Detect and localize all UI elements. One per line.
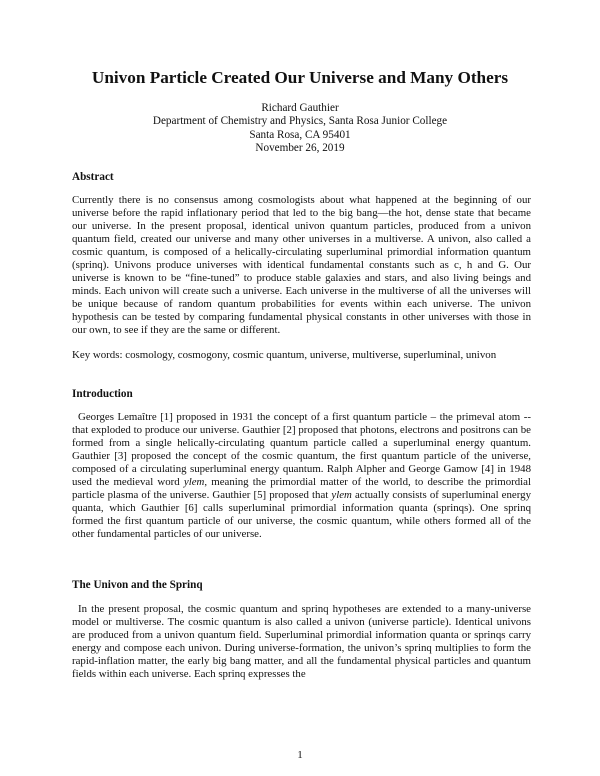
ylem-term: ylem (183, 475, 205, 488)
author-block (40, 102, 560, 156)
univon-section-text: In the present proposal, the cosmic quantum and sprinq hypotheses are extended to a many-universe model or multiverse. The cosmic quantum is also called a univon (universe particle). Identical univons are produced from a univon quantum field. Superluminal primordial information quanta or sprinqs carry energy and compose each univon. During universe-formation, the univon’s sprinq multiplies to form the rapid-inflation matter, the early big bang matter, and all the fundamental physical particles and quantum fields within each universe. Each sprinq expresses the (72, 603, 531, 680)
paper-title: Univon Particle Created Our Universe and Many Others (91, 68, 509, 87)
intro-text-part: , meaning the primordial matter of the world, to describe the primordial particle plasma of the universe. Gauthier [5] proposed that (72, 475, 532, 501)
intro-text-part: Georges Lemaître [1] proposed in 1931 the concept of a first quantum particle – the primeval atom -- that exploded to produce our universe. Gauthier [2] proposed that photons, electrons and positrons can be formed from a single helically-circulating quantum particle called a superluminal energy quantum. Gauthier [3] proposed the concept of the cosmic quantum, the first quantum particle of the universe, composed of a circulating superluminal energy quantum. Ralph Alpher and George Gamow [4] in 1948 used the medieval word (72, 411, 531, 488)
author-location: Santa Rosa, CA 95401 (249, 128, 351, 141)
intro-text-part: actually consists of superluminal energy quanta, which Gauthier [6] calls superluminal primordial information quanta (sprinqs). One sprinq formed the first quantum particle of our universe, the cosmic quantum, while others formed all of the other fundamental particles of our universe. (72, 488, 531, 540)
author-name: Richard Gauthier (261, 102, 339, 114)
introduction-text (72, 411, 531, 541)
author-affiliation: Department of Chemistry and Physics, Santa Rosa Junior College (152, 115, 448, 128)
paper-date: November 26, 2019 (255, 142, 345, 155)
keywords: Key words: cosmology, cosmogony, cosmic quantum, universe, multiverse, superluminal, univon (72, 349, 497, 361)
univon-section-heading: The Univon and the Sprinq (72, 579, 203, 591)
page-number: 1 (297, 749, 303, 761)
ylem-term: ylem (331, 488, 352, 501)
introduction-heading: Introduction (72, 388, 133, 400)
abstract-text: Currently there is no consensus among cosmologists about what happened at the beginning of our universe before the rapid inflationary period that led to the big bang—the hot, dense state that became our universe. In the present proposal, identical univon quantum particles, produced from a univon quantum field, created our universe and many other universes in a multiverse. A univon, also called a cosmic quantum, is composed of a helically-circulating superluminal primordial information quantum (sprinq). Univons produce universes with identical fundamental constants such as c, h and G. Our universe is known to be “fine-tuned” to produce stable galaxies and stars, and also living beings and minds. Each univon will create such a universe. Each universe in the multiverse of all the universes will be unique because of random quantum probabilities for events within each universe. The univon hypothesis can be tested by comparing fundamental physical constants in other universes with those in our own, to see if they are the same or different. (72, 194, 531, 336)
abstract-heading: Abstract (72, 171, 114, 183)
